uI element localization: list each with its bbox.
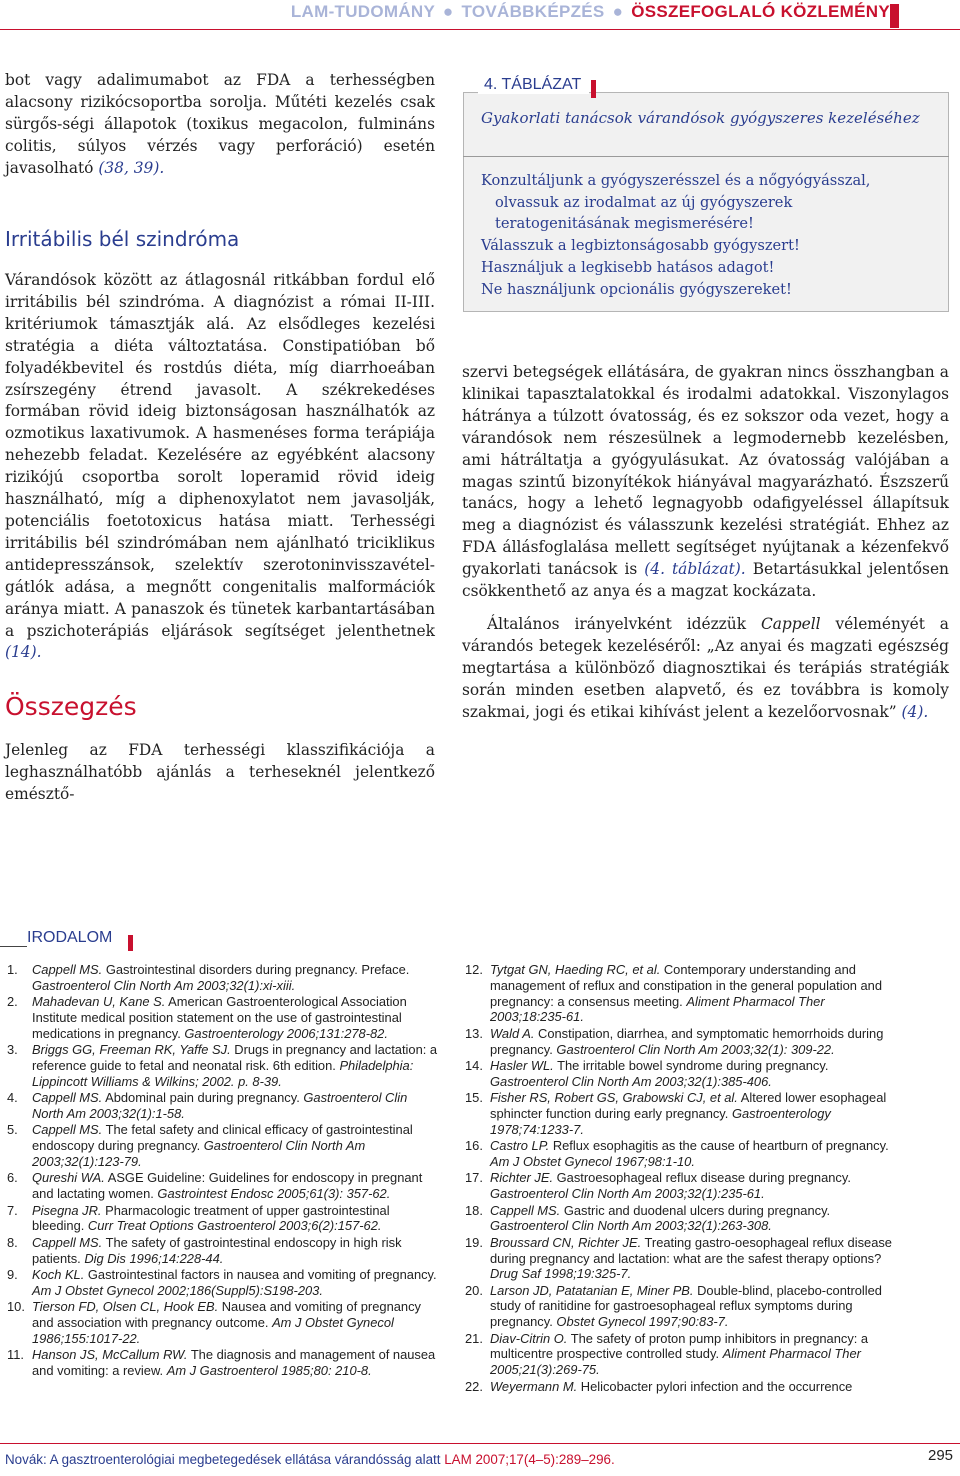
reference-authors: Cappell MS. bbox=[32, 962, 103, 977]
reference-number: 3. bbox=[7, 1042, 18, 1058]
reference-title: Treating gastro-oesophageal reflux disease during pregnancy and lactation: what are the safest therapy options? bbox=[490, 1234, 892, 1266]
references-list-right bbox=[463, 962, 895, 1395]
reference-source: Gastroenterol Clin North Am 2003;32(1):385-406. bbox=[490, 1073, 772, 1089]
reference-authors: Koch KL. bbox=[32, 1266, 85, 1282]
reference-source: Philadelphia: Lippincott Williams & Wilkins; 2002. p. 8-39. bbox=[32, 1057, 414, 1089]
reference-number: 13. bbox=[465, 1025, 483, 1041]
table-item: olvassuk az irodalmat az új gyógyszerek bbox=[495, 193, 793, 211]
reference-number: 8. bbox=[7, 1234, 18, 1250]
summary-paragraph bbox=[5, 740, 435, 806]
reference-source: Aliment Pharmacol Ther 2003;18:235-61. bbox=[490, 993, 825, 1025]
right-p2-text-b: véleményét a várandós betegek kezeléséről: „Az anyai és magzati egészség megtartása a különböző diagnosztikai és terápiás stratégiák során minden esetben alapvető, és ez továbbra is komoly szakmai, jogi és etikai kihívást jelent a kezelőorvosnak” bbox=[462, 614, 949, 721]
reference-title: Gastroesophageal reflux disease during pregnancy. bbox=[556, 1170, 851, 1186]
left-intro-paragraph bbox=[5, 70, 435, 180]
reference-title: Constipation, diarrhea, and symptomatic hemorrhoids during pregnancy. bbox=[490, 1025, 884, 1057]
reference-title: Abdominal pain during pregnancy. bbox=[105, 1090, 300, 1106]
reference-number: 22. bbox=[465, 1378, 483, 1394]
footer-article-title: Novák: A gasztroenterológiai megbetegedések ellátása várandósság alatt bbox=[5, 1452, 441, 1467]
reference-authors: Richter JE. bbox=[490, 1170, 554, 1186]
header-rule bbox=[0, 29, 960, 30]
reference-authors: Cappell MS. bbox=[32, 1090, 103, 1106]
reference-source: Gastroenterol Clin North Am 2003;32(1):235-61. bbox=[490, 1186, 765, 1202]
header-kicker-2: TOVÁBBKÉPZÉS bbox=[461, 2, 605, 21]
reference-item bbox=[5, 962, 439, 994]
right-p1-text: szervi betegségek ellátására, de gyakran nincs összhangban a klinikai tapasztalatokkal és irodalmi adatokkal. Viszonylagos hátránya a túlzott óvatosság, és ez sokszor oda vezet, hogy a várandósok nem részesülnek a legmodernebb kezelésben, ami hátráltatja a gyógyulásukat. Az óvatosság valójában a magas szintű bizonyítékok hiányával magyarázható. Észszerű tanács, hogy a lehető legnagyobb odafigyeléssel állapítsuk meg a diagnózist és válasszunk kezelési stratégiát. Ehhez az FDA állásfoglalása mellett segítséget nyújtanak a kézenfekvő gyakorlati tanácsok is bbox=[462, 363, 949, 579]
reference-title: Reflux esophagitis as the cause of heartburn of pregnancy. bbox=[552, 1138, 889, 1154]
references-heading: IRODALOM bbox=[27, 929, 113, 946]
reference-item bbox=[5, 1347, 439, 1379]
reference-source: Am J Obstet Gynecol 2002;186(Suppl5):S198-203. bbox=[32, 1282, 323, 1298]
reference-title: Gastric and duodenal ulcers during pregnancy. bbox=[563, 1202, 831, 1218]
left-intro-text: bot vagy adalimumabot az FDA a terhességben alacsony rizikócsoportba sorolja. Műtéti kezelés csak sürgős-ségi állapotok (toxikus megacolon, fulmináns colitis, súlyos vérzés vagy perforáció) esetén javasolható bbox=[5, 71, 435, 177]
reference-source: Gastroenterol Clin North Am 2003;32(1):1-58. bbox=[32, 1090, 408, 1121]
right-paragraph-2 bbox=[462, 614, 949, 724]
reference-number: 21. bbox=[465, 1330, 483, 1346]
table-item: Ne használjunk opcionális gyógyszereket! bbox=[481, 280, 792, 298]
reference-authors: Cappell MS. bbox=[490, 1202, 561, 1218]
reference-item bbox=[463, 1203, 895, 1235]
reference-source: Gastroenterology 2006;131:278-82. bbox=[184, 1025, 388, 1041]
reference-item bbox=[463, 1379, 895, 1395]
reference-source: Am J Obstet Gynecol 1986;155:1017-22. bbox=[32, 1314, 394, 1346]
reference-authors: Hanson JS, McCallum RW. bbox=[32, 1347, 188, 1363]
reference-item bbox=[463, 1170, 895, 1202]
reference-source: Gastrointest Endosc 2005;61(3): 357-62. bbox=[157, 1186, 391, 1202]
reference-authors: Qureshi WA. bbox=[32, 1170, 105, 1186]
table-4-label: 4. TÁBLÁZAT bbox=[478, 76, 589, 94]
reference-title: The fetal safety and clinical efficacy of gastrointestinal endoscopy during pregnancy. bbox=[32, 1122, 413, 1154]
reference-source: Aliment Pharmacol Ther 2005;21(3):269-75. bbox=[490, 1346, 861, 1378]
right-paragraph-1 bbox=[462, 362, 949, 603]
table-item: Használjuk a legkisebb hatásos adagot! bbox=[481, 258, 775, 276]
table-4-caption: Gyakorlati tanácsok várandósok gyógyszeres kezeléséhez bbox=[481, 109, 920, 127]
reference-authors: Mahadevan U, Kane S. bbox=[32, 994, 166, 1010]
reference-number: 19. bbox=[465, 1234, 483, 1250]
reference-title: Contemporary understanding and management of reflux and constipation in the general population and pregnancy: a consensus meeting. bbox=[490, 962, 883, 1009]
reference-authors: Broussard CN, Richter JE. bbox=[490, 1234, 642, 1250]
reference-item bbox=[5, 994, 439, 1041]
summary-text: Jelenleg az FDA terhességi klasszifikációja a leghasználhatóbb ajánlás a terheseknél jelentkező emésztő- bbox=[5, 741, 435, 803]
reference-item bbox=[463, 1235, 895, 1282]
reference-authors: Weyermann M. bbox=[490, 1378, 578, 1394]
reference-number: 16. bbox=[465, 1138, 483, 1154]
reference-number: 9. bbox=[7, 1266, 18, 1282]
reference-source: Gastroenterol Clin North Am 2003;32(1):123-79. bbox=[32, 1138, 366, 1169]
left-intro-ref: (38, 39). bbox=[98, 158, 165, 177]
table-4-divider bbox=[463, 156, 949, 157]
references-list-left bbox=[5, 962, 439, 1379]
reference-title: ASGE Guideline: Guidelines for endoscopy in pregnant and lactating women. bbox=[32, 1170, 423, 1202]
reference-authors: Diav-Citrin O. bbox=[490, 1330, 568, 1346]
reference-title: The irritable bowel syndrome during pregnancy. bbox=[557, 1057, 829, 1073]
references-accent-bar bbox=[128, 935, 133, 951]
reference-item bbox=[5, 1122, 439, 1169]
reference-source: Curr Treat Options Gastroenterol 2003;6(2):157-62. bbox=[87, 1218, 382, 1234]
section-heading-ibs: Irritábilis bél szindróma bbox=[5, 227, 240, 251]
reference-item bbox=[463, 1090, 895, 1137]
table-item: Válasszuk a legbiztonságosabb gyógyszert! bbox=[481, 237, 800, 255]
reference-number: 17. bbox=[465, 1170, 483, 1186]
page-number: 295 bbox=[928, 1447, 954, 1464]
footer-journal-citation: LAM 2007;17(4–5):289–296. bbox=[444, 1452, 615, 1467]
ibs-paragraph bbox=[5, 270, 435, 664]
reference-number: 5. bbox=[7, 1122, 18, 1138]
header-accent-bar bbox=[890, 4, 899, 28]
reference-title: The diagnosis and management of nausea and vomiting: a review. bbox=[32, 1347, 436, 1378]
reference-source: Obstet Gynecol 1997;90:83-7. bbox=[556, 1314, 729, 1330]
reference-number: 12. bbox=[465, 962, 483, 977]
reference-item bbox=[5, 1299, 439, 1346]
reference-authors: Cappell MS. bbox=[32, 1234, 103, 1250]
right-p1-text-b: Betartásukkal jelentősen csökkenthető az anya és a magzat kockázata. bbox=[462, 560, 949, 601]
reference-source: Dig Dis 1996;14:228-44. bbox=[84, 1250, 224, 1266]
reference-number: 6. bbox=[7, 1170, 18, 1186]
running-header bbox=[240, 2, 890, 32]
ibs-ref: (14). bbox=[5, 643, 42, 662]
reference-source: Drug Saf 1998;19:325-7. bbox=[490, 1266, 632, 1282]
table-item: Konzultáljunk a gyógyszerésszel és a nőgyógyásszal, bbox=[481, 172, 871, 189]
reference-number: 20. bbox=[465, 1282, 483, 1298]
header-kicker-1: LAM-TUDOMÁNY bbox=[290, 2, 435, 21]
reference-title: The safety of proton pump inhibitors in pregnancy: a multicentre prospective controlled study. bbox=[490, 1330, 869, 1362]
reference-number: 10. bbox=[7, 1299, 25, 1315]
right-column-text bbox=[462, 362, 949, 724]
reference-authors: Tierson FD, Olsen CL, Hook EB. bbox=[32, 1299, 219, 1315]
reference-item bbox=[5, 1090, 439, 1122]
reference-number: 14. bbox=[465, 1057, 483, 1073]
reference-title: Drugs in pregnancy and lactation: a reference guide to fetal and neonatal risk. 6th edition. bbox=[32, 1042, 438, 1073]
reference-title: Gastrointestinal factors in nausea and vomiting of pregnancy. bbox=[87, 1266, 437, 1282]
table-label-accent-bar bbox=[591, 80, 596, 98]
footer-citation bbox=[5, 1452, 615, 1467]
reference-item bbox=[5, 1203, 439, 1235]
header-separator-1: ● bbox=[442, 2, 454, 21]
right-p2-author: Cappell bbox=[760, 614, 821, 633]
reference-item bbox=[5, 1235, 439, 1267]
footer-rule bbox=[0, 1443, 960, 1444]
reference-number: 2. bbox=[7, 994, 18, 1010]
reference-number: 4. bbox=[7, 1090, 18, 1106]
reference-number: 18. bbox=[465, 1202, 483, 1218]
table-4-items bbox=[481, 170, 936, 300]
reference-item bbox=[463, 962, 895, 1025]
reference-source: Gastroenterol Clin North Am 2003;32(1):xi-xiii. bbox=[32, 977, 296, 993]
reference-authors: Pisegna JR. bbox=[32, 1202, 102, 1218]
reference-title: The safety of gastrointestinal endoscopy in high risk patients. bbox=[32, 1234, 402, 1266]
reference-authors: Hasler WL. bbox=[490, 1057, 554, 1073]
reference-authors: Cappell MS. bbox=[32, 1122, 103, 1138]
reference-source: Gastroenterol Clin North Am 2003;32(1):263-308. bbox=[490, 1218, 772, 1234]
reference-title: Nausea and vomiting of pregnancy and association with pregnancy outcome. bbox=[32, 1299, 421, 1330]
reference-item bbox=[5, 1042, 439, 1089]
right-p1-ref: (4. táblázat). bbox=[644, 560, 746, 579]
reference-item bbox=[463, 1058, 895, 1090]
reference-title: Pharmacologic treatment of upper gastrointestinal bleeding. bbox=[32, 1202, 390, 1234]
reference-title: Double-blind, placebo-controlled study of ranitidine for gastroesophageal reflux symptoms during pregnancy. bbox=[490, 1282, 882, 1330]
references-rule bbox=[0, 946, 27, 947]
reference-source: Gastroenterol Clin North Am 2003;32(1): 309-22. bbox=[556, 1041, 835, 1057]
reference-authors: Fisher RS, Robert GS, Grabowski CJ, et al. bbox=[490, 1090, 738, 1106]
reference-item bbox=[5, 1267, 439, 1299]
reference-item bbox=[463, 1331, 895, 1378]
reference-title: American Gastroenterological Association Institute medical position statement on the use of gastrointestinal medications in pregnancy. bbox=[32, 994, 407, 1041]
reference-authors: Wald A. bbox=[490, 1025, 535, 1041]
section-heading-summary: Összegzés bbox=[5, 692, 137, 721]
reference-item bbox=[463, 1138, 895, 1170]
reference-source: Am J Obstet Gynecol 1967;98:1-10. bbox=[490, 1153, 695, 1169]
ibs-text: Várandósok között az átlagosnál ritkábban fordul elő irritábilis bél szindróma. A diagnózist a római II-III. kritériumok támasztják alá. Az elsődleges kezelési stratégia a diéta változtatása. Constipatióban bő folyadékbevitel és rostdús diéta, míg diarrhoeában zsírszegény étrend javasolt. A székrekedéses formában rövid ideig biztonságosan használhatók az ozmotikus laxativumok. A hasmenéses forma terápiája nehezebb feladat. Kezelésére az egyébként alacsony rizikójú csoportba sorolt loperamid rövid ideig használható, míg a diphenoxylatot nem javasolják, potenciális foetotoxicus hatása miatt. Terhességi irritábilis bél szindrómában nem ajánlható triciklikus antidepresszánsok, szelektív szerotoninvisszavétel-gátlók adása, a megnőtt congenitalis malformációk aránya miatt. A panaszok és tünetek karbantartásában a pszichoterápiás eljárások segítséget jelenthetnek bbox=[5, 271, 435, 640]
reference-item bbox=[5, 1170, 439, 1202]
reference-item bbox=[463, 1026, 895, 1058]
reference-number: 1. bbox=[7, 962, 18, 977]
reference-title: Gastrointestinal disorders during pregnancy. Preface. bbox=[105, 962, 410, 977]
right-p2-text-a: Általános irányelvként idézzük bbox=[487, 614, 747, 633]
reference-authors: Larson JD, Patatanian E, Miner PB. bbox=[490, 1282, 694, 1298]
reference-item bbox=[463, 1283, 895, 1330]
right-p2-ref: (4). bbox=[901, 702, 929, 721]
header-separator-2: ● bbox=[612, 2, 624, 21]
reference-number: 15. bbox=[465, 1090, 483, 1106]
reference-source: Gastroenterology 1978;74:1233-7. bbox=[490, 1105, 831, 1137]
reference-number: 7. bbox=[7, 1202, 18, 1218]
reference-authors: Briggs GG, Freeman RK, Yaffe SJ. bbox=[32, 1042, 231, 1058]
reference-authors: Tytgat GN, Haeding RC, et al. bbox=[490, 962, 661, 977]
table-item: teratogenitásának megismerésére! bbox=[495, 215, 754, 233]
reference-title: Altered lower esophageal sphincter function during early pregnancy. bbox=[490, 1090, 887, 1121]
header-kicker-3: ÖSSZEFOGLALÓ KÖZLEMÉNY bbox=[631, 2, 890, 21]
reference-source: Am J Gastroenterol 1985;80: 210-8. bbox=[166, 1362, 372, 1378]
reference-title: Helicobacter pylori infection and the occurrence bbox=[580, 1378, 853, 1394]
reference-number: 11. bbox=[7, 1347, 24, 1363]
reference-authors: Castro LP. bbox=[490, 1138, 550, 1154]
